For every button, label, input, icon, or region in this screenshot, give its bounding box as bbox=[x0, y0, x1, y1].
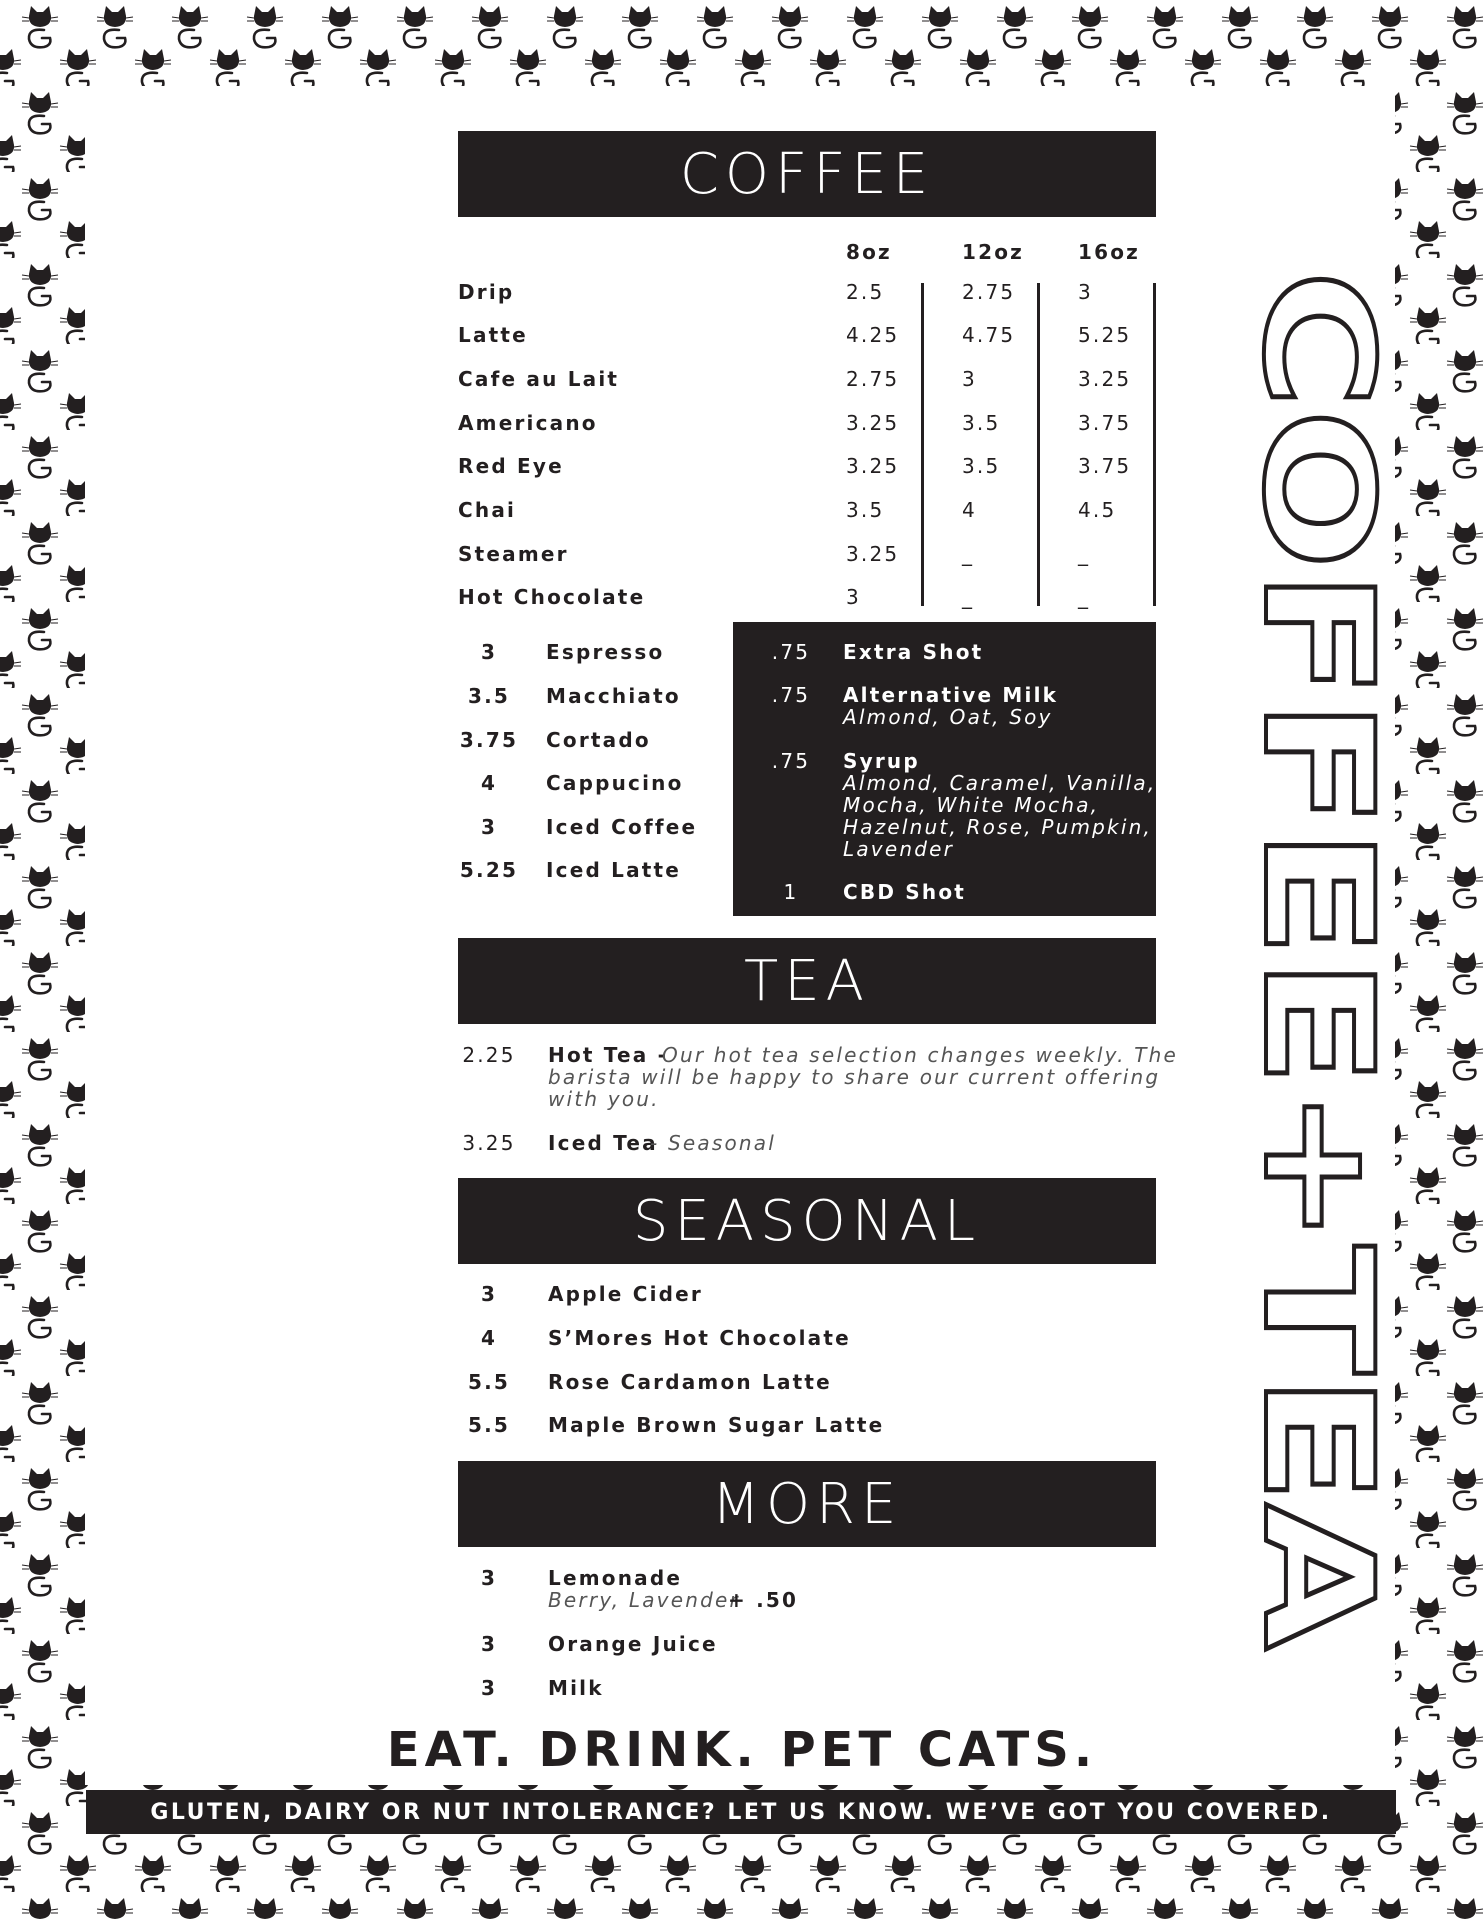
column-divider bbox=[921, 283, 924, 606]
price: 5.5 bbox=[467, 1370, 511, 1394]
item-name: Drip bbox=[458, 280, 515, 304]
price: 4 bbox=[480, 1326, 498, 1350]
price: 4.75 bbox=[962, 323, 1016, 347]
price: 3 bbox=[962, 367, 977, 391]
price: 3 bbox=[480, 815, 498, 839]
price: 3.25 bbox=[846, 542, 900, 566]
item-description: Our hot tea selection changes weekly. The bbox=[662, 1043, 1179, 1067]
size-8oz: 8oz bbox=[846, 240, 892, 264]
price: 3 bbox=[480, 1632, 498, 1656]
item-description: barista will be happy to share our current offering bbox=[548, 1065, 1161, 1089]
price: 3.25 bbox=[846, 454, 900, 478]
column-divider bbox=[1153, 283, 1156, 606]
item-name: Syrup bbox=[843, 749, 920, 773]
price: 3.75 bbox=[459, 728, 519, 752]
item-name: Espresso bbox=[546, 640, 665, 664]
price: 3.5 bbox=[962, 411, 1001, 435]
item-name: Iced Latte bbox=[546, 858, 682, 882]
price: 3.5 bbox=[962, 454, 1001, 478]
size-12oz: 12oz bbox=[962, 240, 1025, 264]
price: 3.75 bbox=[1078, 454, 1132, 478]
price: 1 bbox=[783, 880, 799, 904]
price: 5.25 bbox=[1078, 323, 1132, 347]
size-16oz: 16oz bbox=[1078, 240, 1141, 264]
item-name: Apple Cider bbox=[548, 1282, 703, 1306]
item-name: Maple Brown Sugar Latte bbox=[548, 1413, 885, 1437]
price: 4.25 bbox=[846, 323, 900, 347]
item-name: Macchiato bbox=[546, 684, 681, 708]
item-extra-price: + .50 bbox=[728, 1588, 799, 1612]
item-name: Milk bbox=[548, 1676, 604, 1700]
allergy-notice: GLUTEN, DAIRY OR NUT INTOLERANCE? LET US KNOW. WE’VE GOT YOU COVERED. bbox=[86, 1790, 1396, 1834]
item-name: Lemonade bbox=[548, 1566, 683, 1590]
item-detail: Berry, Lavender bbox=[548, 1588, 740, 1612]
price: .75 bbox=[771, 749, 811, 773]
price: 3 bbox=[846, 585, 861, 609]
price: 2.75 bbox=[846, 367, 900, 391]
item-description: - Seasonal bbox=[650, 1131, 776, 1155]
item-name: Steamer bbox=[458, 542, 569, 566]
coffee-header: COFFEE bbox=[458, 131, 1156, 217]
price: 3.25 bbox=[462, 1131, 516, 1155]
price: 3.25 bbox=[1078, 367, 1132, 391]
item-detail: Almond, Oat, Soy bbox=[843, 705, 1053, 729]
price: 3 bbox=[480, 1676, 498, 1700]
price: _ bbox=[1078, 585, 1091, 609]
item-name: Extra Shot bbox=[843, 640, 984, 664]
item-name: Americano bbox=[458, 411, 598, 435]
vertical-title-coffee-tea bbox=[1230, 270, 1404, 1660]
price: 3 bbox=[1078, 280, 1093, 304]
price: 5.25 bbox=[459, 858, 519, 882]
item-detail: Almond, Caramel, Vanilla, bbox=[843, 771, 1157, 795]
price: 3.75 bbox=[1078, 411, 1132, 435]
seasonal-header: SEASONAL bbox=[458, 1178, 1156, 1264]
item-name: Orange Juice bbox=[548, 1632, 718, 1656]
item-name: CBD Shot bbox=[843, 880, 967, 904]
item-detail: Hazelnut, Rose, Pumpkin, bbox=[843, 815, 1153, 839]
price: 4 bbox=[480, 771, 498, 795]
item-name: Iced Coffee bbox=[546, 815, 698, 839]
item-detail: Lavender bbox=[843, 837, 955, 861]
item-name: Latte bbox=[458, 323, 528, 347]
item-name: S’Mores Hot Chocolate bbox=[548, 1326, 851, 1350]
price: 2.5 bbox=[846, 280, 885, 304]
price: 4.5 bbox=[1078, 498, 1117, 522]
svg-text:COFFEE+TEA: COFFEE+TEA bbox=[1230, 270, 1404, 1365]
price: 2.25 bbox=[462, 1043, 516, 1067]
column-divider bbox=[1037, 283, 1040, 606]
price: 2.75 bbox=[962, 280, 1016, 304]
item-name: Cappucino bbox=[546, 771, 684, 795]
price: .75 bbox=[771, 683, 811, 707]
item-name: Cafe au Lait bbox=[458, 367, 620, 391]
item-detail: Mocha, White Mocha, bbox=[843, 793, 1100, 817]
item-name: Alternative Milk bbox=[843, 683, 1059, 707]
price: 4 bbox=[962, 498, 977, 522]
item-name: Chai bbox=[458, 498, 517, 522]
price: 3 bbox=[480, 1282, 498, 1306]
item-name: Hot Tea - bbox=[548, 1043, 669, 1067]
price: .75 bbox=[771, 640, 811, 664]
addons-box bbox=[733, 622, 1156, 916]
item-description: with you. bbox=[548, 1087, 660, 1111]
slogan: EAT. DRINK. PET CATS. bbox=[386, 1722, 1098, 1778]
price: 3.25 bbox=[846, 411, 900, 435]
price: 3 bbox=[480, 640, 498, 664]
price: 5.5 bbox=[467, 1413, 511, 1437]
item-name: Iced Tea bbox=[548, 1131, 658, 1155]
item-name: Hot Chocolate bbox=[458, 585, 646, 609]
price: _ bbox=[962, 542, 975, 566]
price: 3.5 bbox=[846, 498, 885, 522]
price: 3 bbox=[480, 1566, 498, 1590]
item-name: Red Eye bbox=[458, 454, 564, 478]
price: _ bbox=[1078, 542, 1091, 566]
item-name: Cortado bbox=[546, 728, 651, 752]
price: _ bbox=[962, 585, 975, 609]
more-header: MORE bbox=[458, 1461, 1156, 1547]
tea-header: TEA bbox=[458, 938, 1156, 1024]
item-name: Rose Cardamon Latte bbox=[548, 1370, 832, 1394]
price: 3.5 bbox=[467, 684, 511, 708]
